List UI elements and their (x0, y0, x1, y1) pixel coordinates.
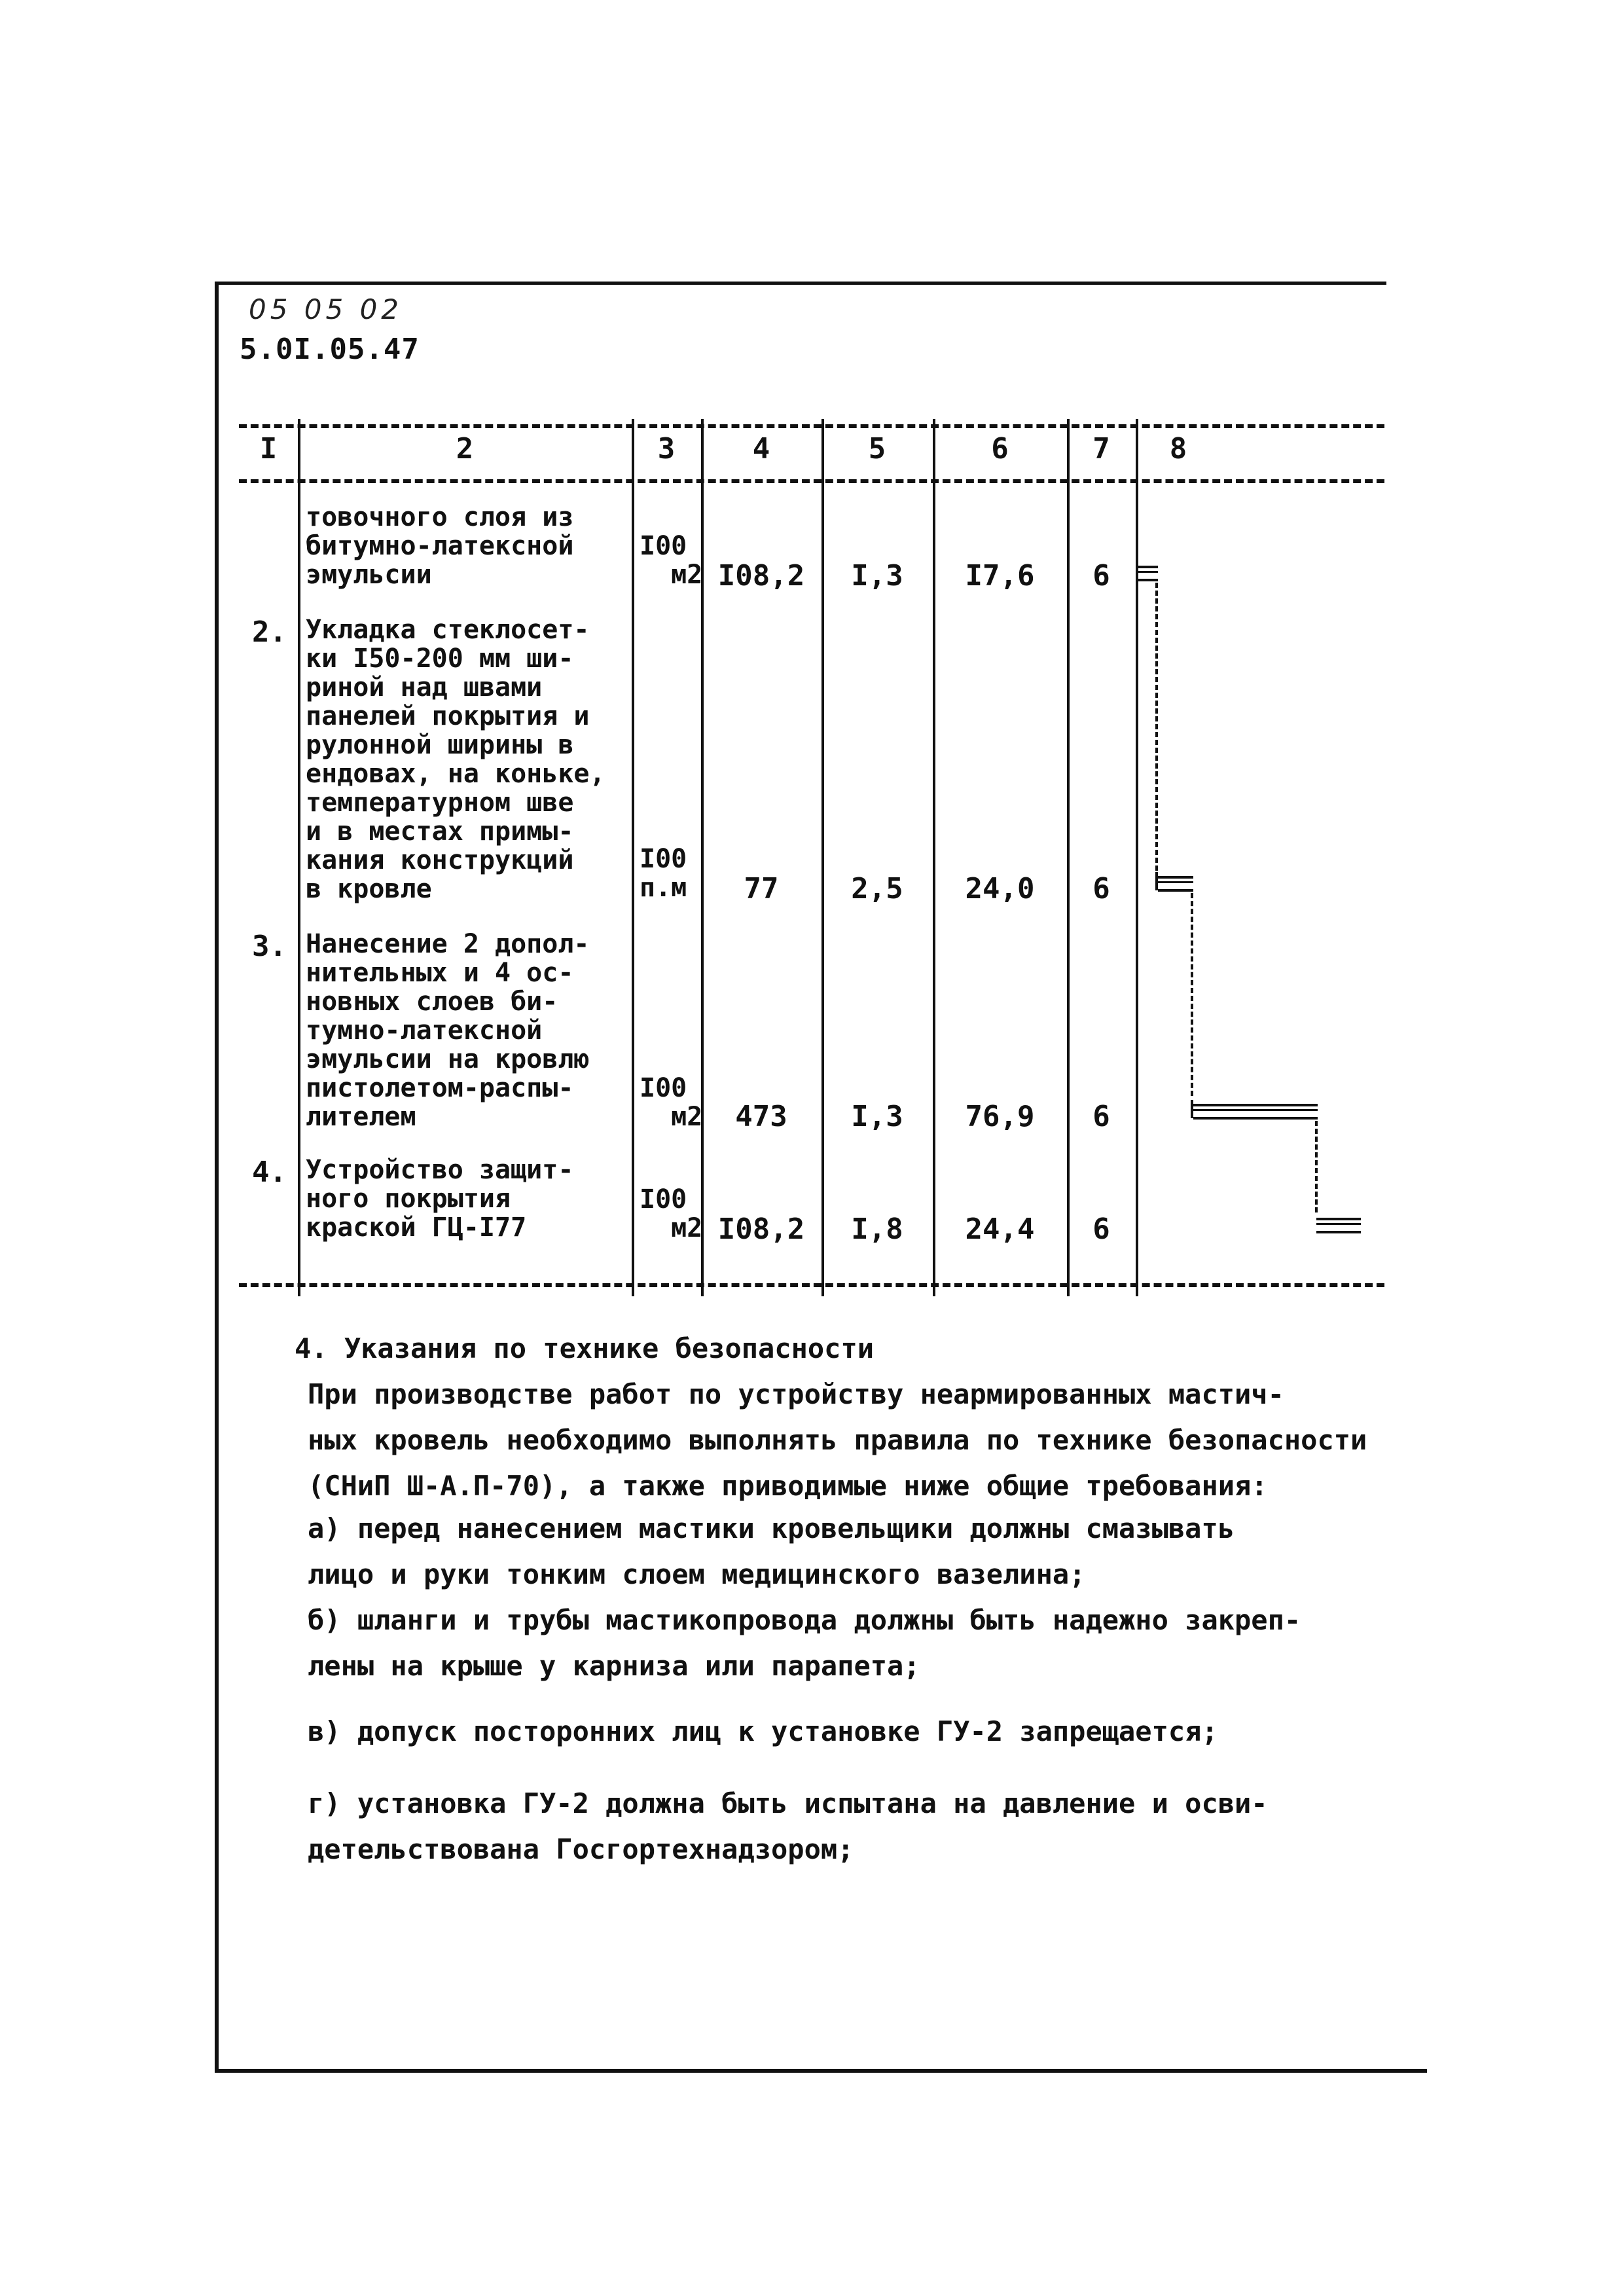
table-rule-top (239, 424, 1384, 428)
table-row-4-number: 4. (252, 1156, 287, 1189)
table-row-1-workers: 6 (1092, 559, 1110, 592)
table-rule-header (239, 479, 1384, 483)
table-row-4-workers: 6 (1092, 1212, 1110, 1246)
col-divider-7 (1136, 419, 1138, 1296)
gantt-connector-3 (1315, 1121, 1318, 1212)
gantt-bar-4 (1316, 1218, 1361, 1233)
table-row-1-norm: I,3 (851, 559, 903, 592)
safety-item-c: в) допуск посторонних лиц к установке ГУ-2 запрещается; (308, 1715, 1218, 1747)
handwritten-code: 05 05 02 (249, 293, 403, 325)
table-row-3-volume: 473 (735, 1100, 787, 1133)
frame-bottom-border (215, 2069, 1427, 2073)
safety-item-b: б) шланги и трубы мастикопровода должны быть надежно закреп- лены на крыше у карниза или парапета; (308, 1604, 1301, 1682)
header-col-3: 3 (657, 432, 676, 465)
col-divider-2 (632, 419, 634, 1296)
col-divider-5 (933, 419, 935, 1296)
col-divider-1 (298, 419, 300, 1296)
col-divider-4 (821, 419, 824, 1296)
frame-top-border (215, 282, 1386, 285)
header-col-7: 7 (1092, 432, 1110, 465)
section-title: 4. Указания по технике безопасности (295, 1332, 875, 1364)
gantt-connector-1 (1155, 583, 1158, 871)
table-row-4-unit: I00 м2 (640, 1184, 703, 1243)
table-row-4-labor: 24,4 (965, 1212, 1035, 1246)
header-col-2: 2 (456, 432, 474, 465)
table-row-3-work: Нанесение 2 допол- нительных и 4 ос- новных слоев би- тумно-латексной эмульсии на кровлю пистолетом-распы- лителем (306, 929, 590, 1132)
table-row-2-unit: I00 п.м (640, 844, 687, 903)
table-row-2-volume: 77 (744, 872, 779, 905)
table-row-2-work: Укладка стеклосет- ки I50-200 мм ши- риной над швами панелей покрытия и рулонной ширины в ендовах, на коньке, температурном шве и в местах примы- кания конструкций в кровле (306, 615, 605, 904)
table-row-3-labor: 76,9 (965, 1100, 1035, 1133)
header-col-5: 5 (868, 432, 886, 465)
table-row-3-unit: I00 м2 (640, 1073, 703, 1132)
header-col-4: 4 (752, 432, 770, 465)
safety-item-d: г) установка ГУ-2 должна быть испытана на давление и осви- детельствована Госгортехнадзором; (308, 1787, 1268, 1865)
table-row-4-volume: I08,2 (717, 1212, 805, 1246)
table-row-2-workers: 6 (1092, 872, 1110, 905)
document-number: 5.0I.05.47 (240, 333, 420, 366)
table-row-2-number: 2. (252, 615, 287, 649)
frame-left-border (215, 282, 219, 2072)
gantt-connector-2 (1191, 893, 1193, 1096)
table-row-1-volume: I08,2 (717, 559, 805, 592)
work-schedule-table (239, 419, 1384, 1296)
table-row-1-unit: I00 м2 (640, 531, 703, 590)
header-col-6: 6 (991, 432, 1009, 465)
table-row-3-workers: 6 (1092, 1100, 1110, 1133)
table-row-3-norm: I,3 (851, 1100, 903, 1133)
safety-item-a (236, 1506, 1235, 1597)
header-col-1: I (259, 432, 278, 465)
table-rule-bottom (239, 1283, 1384, 1287)
col-divider-6 (1067, 419, 1070, 1296)
table-row-2-labor: 24,0 (965, 872, 1035, 905)
table-row-3-number: 3. (252, 930, 287, 963)
table-row-1-labor: I7,6 (965, 559, 1035, 592)
header-col-8: 8 (1169, 432, 1187, 465)
gantt-bar-3 (1193, 1104, 1318, 1120)
safety-item-a-text: а) перед нанесением мастики кровельщики должны смазывать лицо и руки тонким слоем медицинского вазелина; (308, 1512, 1235, 1590)
table-row-4-norm: I,8 (851, 1212, 903, 1246)
gantt-bar-1 (1138, 566, 1158, 581)
safety-intro-paragraph: При производстве работ по устройству неармированных мастич- ных кровель необходимо выполнять правила по технике безопасности (СНиП Ш-А.П-70), а также приводимые ниже общие требования: (308, 1378, 1367, 1502)
gantt-bar-2 (1158, 876, 1193, 892)
table-row-2-norm: 2,5 (851, 872, 903, 905)
table-row-4-work: Устройство защит- ного покрытия краской ГЦ-I77 (306, 1155, 574, 1243)
table-row-1-work: товочного слоя из битумно-латексной эмульсии (306, 502, 574, 590)
